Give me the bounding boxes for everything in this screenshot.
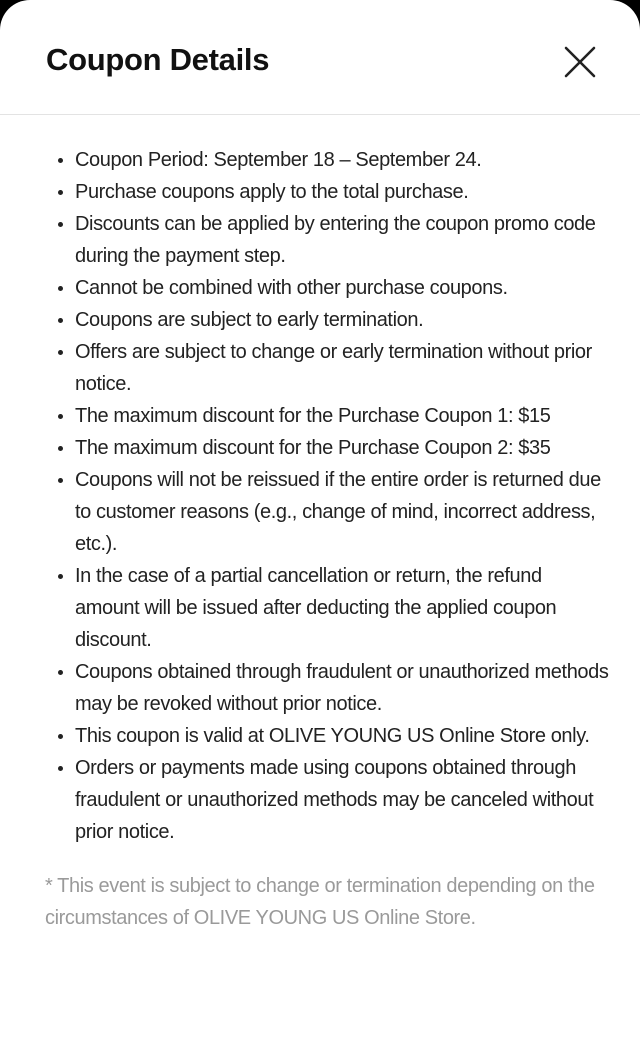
page-title: Coupon Details (46, 42, 270, 77)
footnote: * This event is subject to change or termination depending on the circumstances of OLIVE YOUNG US Online Store. (45, 875, 595, 929)
close-icon (560, 42, 600, 82)
details-list (0, 144, 610, 848)
list-item: Orders or payments made using coupons obtained through fraudulent or unauthorized methods may be canceled without prior notice. (75, 752, 610, 848)
list-item: Offers are subject to change or early termination without prior notice. (75, 336, 610, 400)
list-item: The maximum discount for the Purchase Coupon 2: $35 (75, 432, 610, 464)
list-item: Cannot be combined with other purchase coupons. (75, 272, 610, 304)
list-item: In the case of a partial cancellation or return, the refund amount will be issued after deducting the applied coupon discount. (75, 560, 610, 656)
list-item: Purchase coupons apply to the total purchase. (75, 176, 610, 208)
list-item: Coupons obtained through fraudulent or unauthorized methods may be revoked without prior notice. (75, 656, 610, 720)
sheet-header (0, 0, 640, 115)
close-button[interactable] (560, 42, 600, 82)
list-item: This coupon is valid at OLIVE YOUNG US Online Store only. (75, 720, 610, 752)
list-item: Coupons are subject to early termination. (75, 304, 610, 336)
list-item: The maximum discount for the Purchase Coupon 1: $15 (75, 400, 610, 432)
list-item: Coupons will not be reissued if the entire order is returned due to customer reasons (e.g., change of mind, incorrect address, etc.). (75, 464, 610, 560)
coupon-details-content (0, 144, 640, 934)
list-item: Coupon Period: September 18 – September 24. (75, 144, 610, 176)
list-item: Discounts can be applied by entering the coupon promo code during the payment step. (75, 208, 610, 272)
